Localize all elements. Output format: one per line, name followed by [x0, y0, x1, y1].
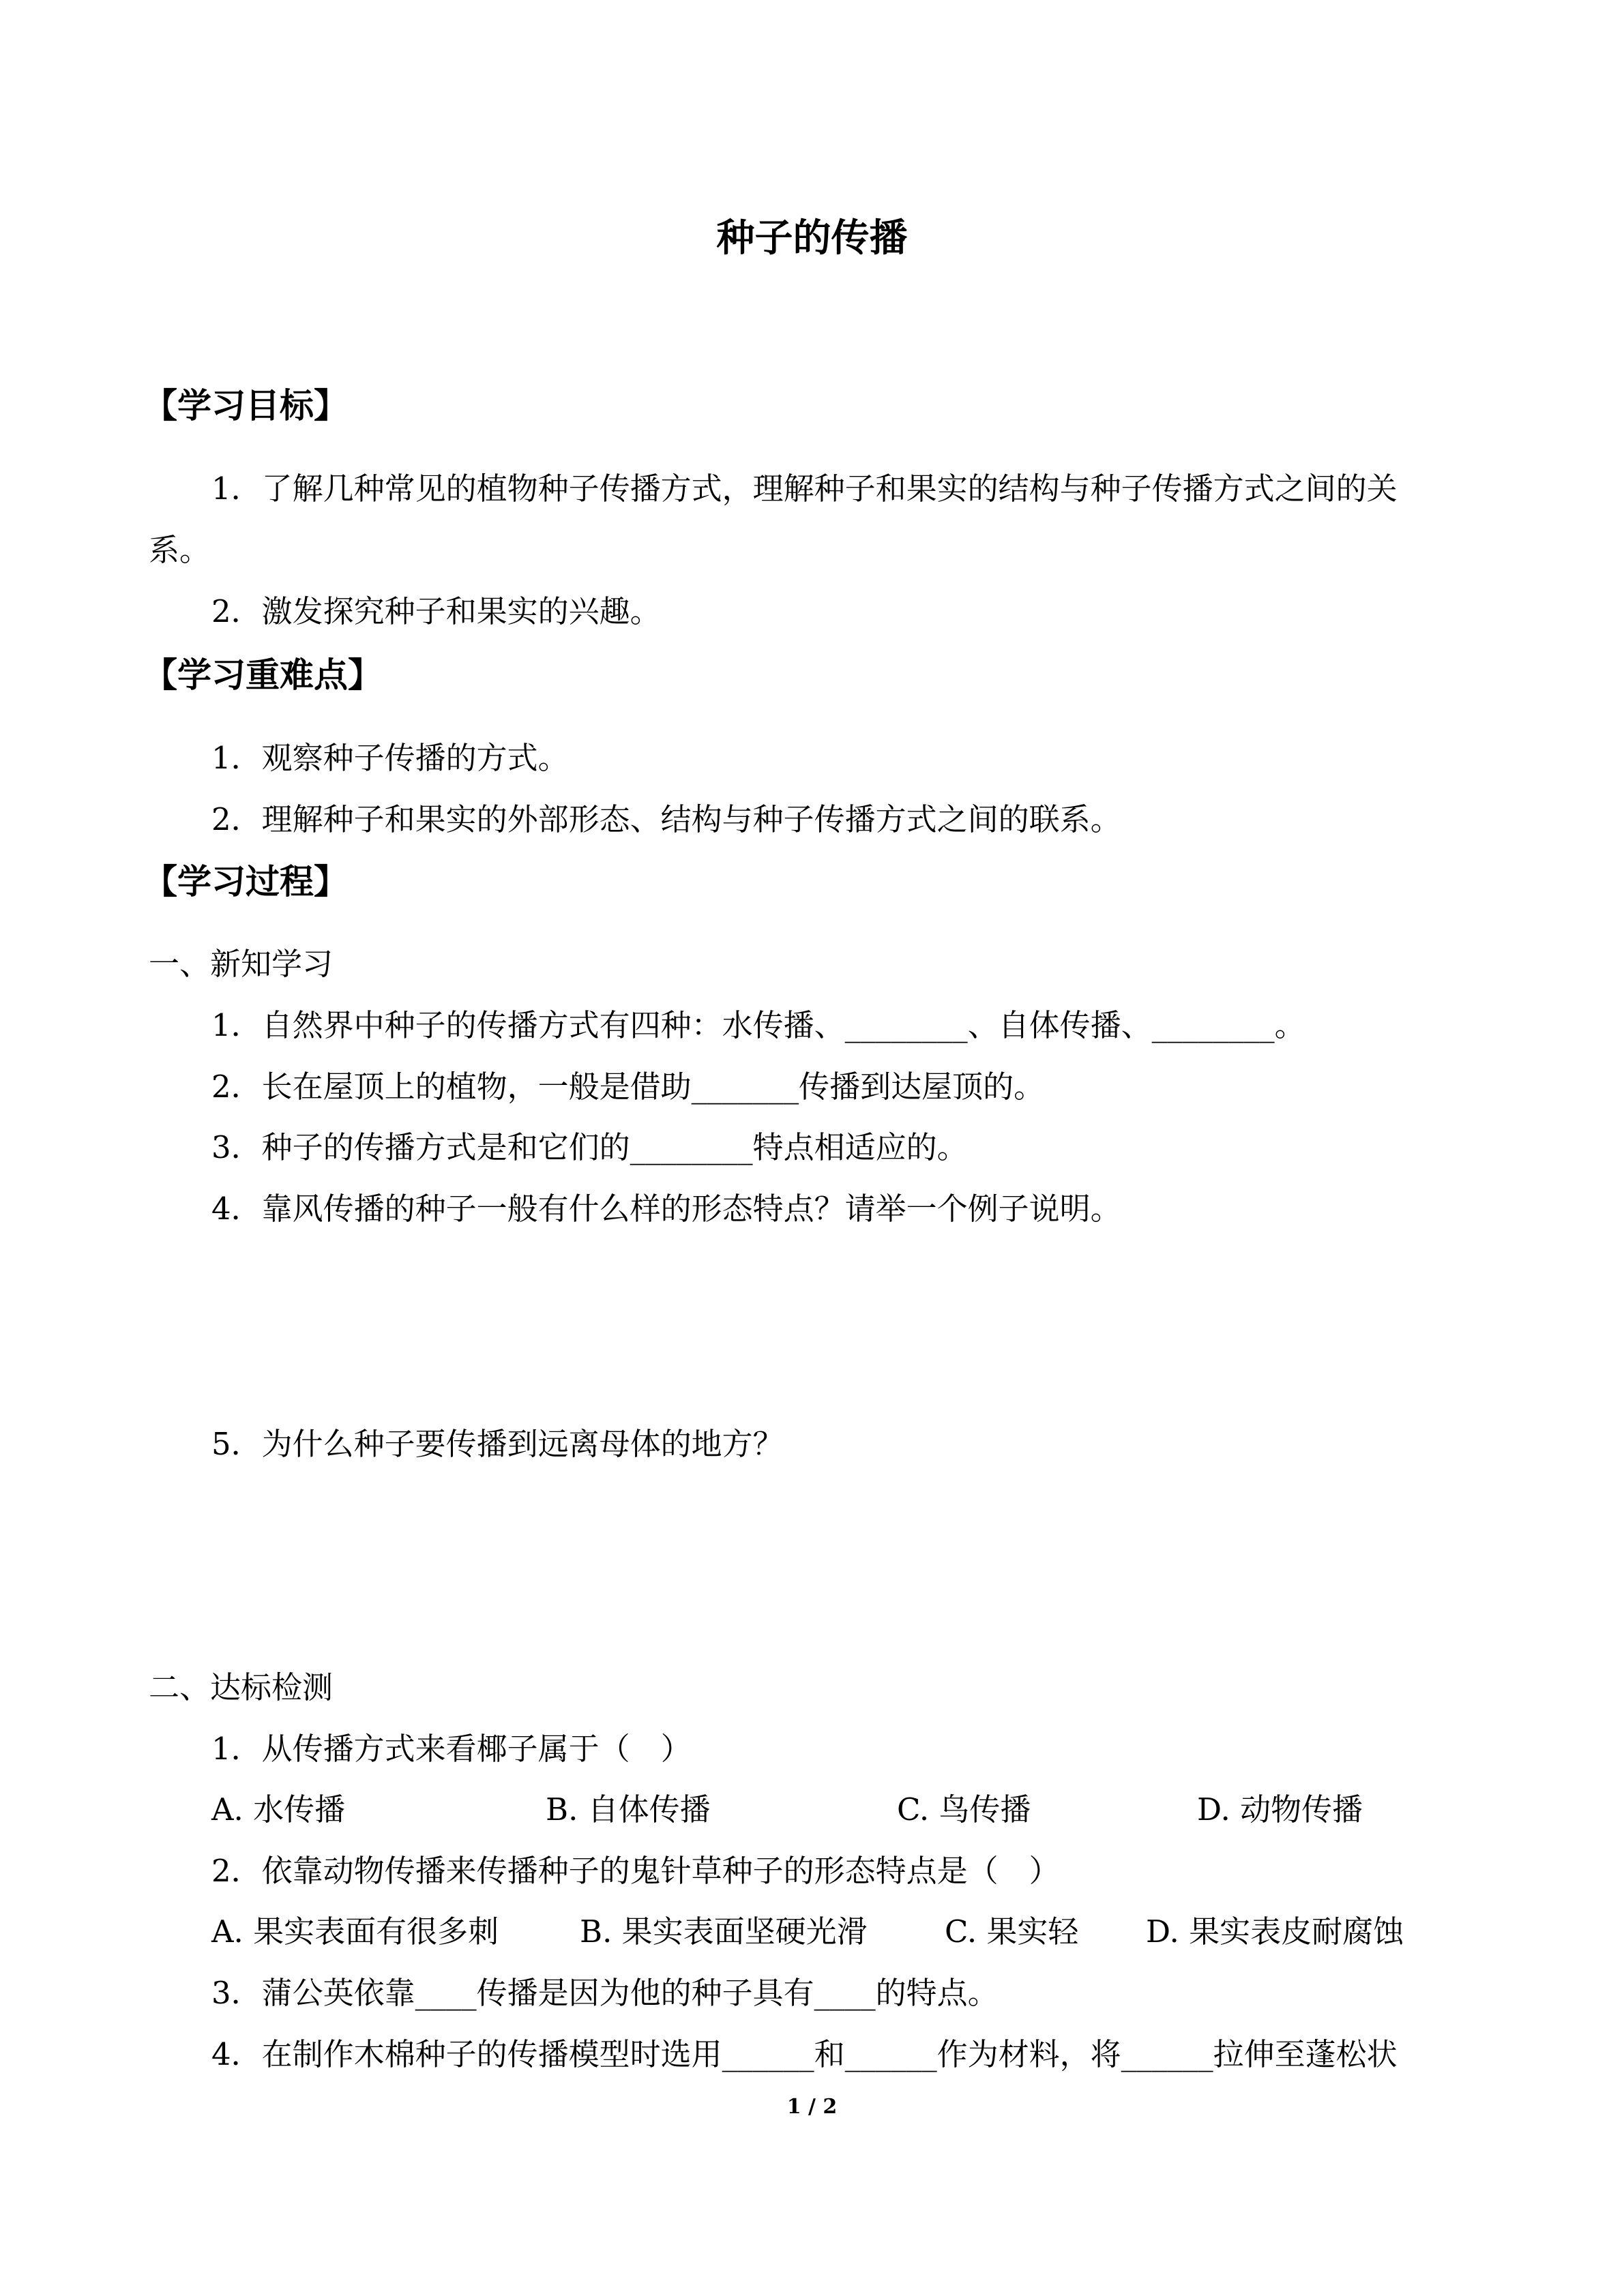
question-2-1-option-a: A. 水传播 [211, 1791, 346, 1828]
question-2-2: 2．依靠动物传播来传播种子的鬼针草种子的形态特点是（ ） [211, 1853, 1060, 1889]
part-heading-assessment: 二、达标检测 [149, 1669, 334, 1705]
part-heading-new-knowledge: 一、新知学习 [149, 946, 334, 982]
question-2-2-option-b: B. 果实表面坚硬光滑 [580, 1913, 868, 1950]
question-1-5: 5．为什么种子要传播到远离母体的地方？ [211, 1426, 784, 1462]
question-1-4: 4．靠风传播的种子一般有什么样的形态特点？请举一个例子说明。 [211, 1191, 1121, 1227]
objective-item-2: 2．激发探究种子和果实的兴趣。 [211, 593, 661, 629]
question-1-2: 2．长在屋顶上的植物，一般是借助_______传播到达屋顶的。 [211, 1069, 1045, 1105]
question-2-2-option-a: A. 果实表面有很多刺 [211, 1913, 499, 1950]
document-title: 种子的传播 [716, 216, 908, 260]
question-1-3: 3．种子的传播方式是和它们的________特点相适应的。 [211, 1129, 968, 1165]
section-heading-key-points: 【学习重难点】 [143, 655, 382, 695]
question-2-1-option-b: B. 自体传播 [546, 1791, 711, 1828]
question-2-1-option-c: C. 鸟传播 [897, 1791, 1031, 1828]
question-2-1-option-d: D. 动物传播 [1197, 1791, 1363, 1828]
question-1-1: 1．自然界中种子的传播方式有四种：水传播、________、自体传播、________。 [211, 1007, 1305, 1043]
section-heading-process: 【学习过程】 [143, 862, 348, 901]
section-heading-objectives: 【学习目标】 [143, 386, 348, 426]
objective-item-1-line-1: 1．了解几种常见的植物种子传播方式，理解种子和果实的结构与种子传播方式之间的关 [211, 471, 1398, 507]
page-number: 1 / 2 [786, 2095, 838, 2119]
question-2-1: 1．从传播方式来看椰子属于（ ） [211, 1731, 692, 1767]
key-point-item-1: 1．观察种子传播的方式。 [211, 740, 569, 776]
question-2-4: 4．在制作木棉种子的传播模型时选用______和______作为材料，将______拉伸至蓬松状 [211, 2036, 1398, 2072]
objective-item-1-line-2: 系。 [149, 532, 211, 568]
question-2-2-option-d: D. 果实表皮耐腐蚀 [1146, 1913, 1404, 1950]
question-2-2-option-c: C. 果实轻 [945, 1913, 1079, 1950]
key-point-item-2: 2．理解种子和果实的外部形态、结构与种子传播方式之间的联系。 [211, 801, 1121, 837]
question-2-3: 3．蒲公英依靠____传播是因为他的种子具有____的特点。 [211, 1975, 999, 2011]
